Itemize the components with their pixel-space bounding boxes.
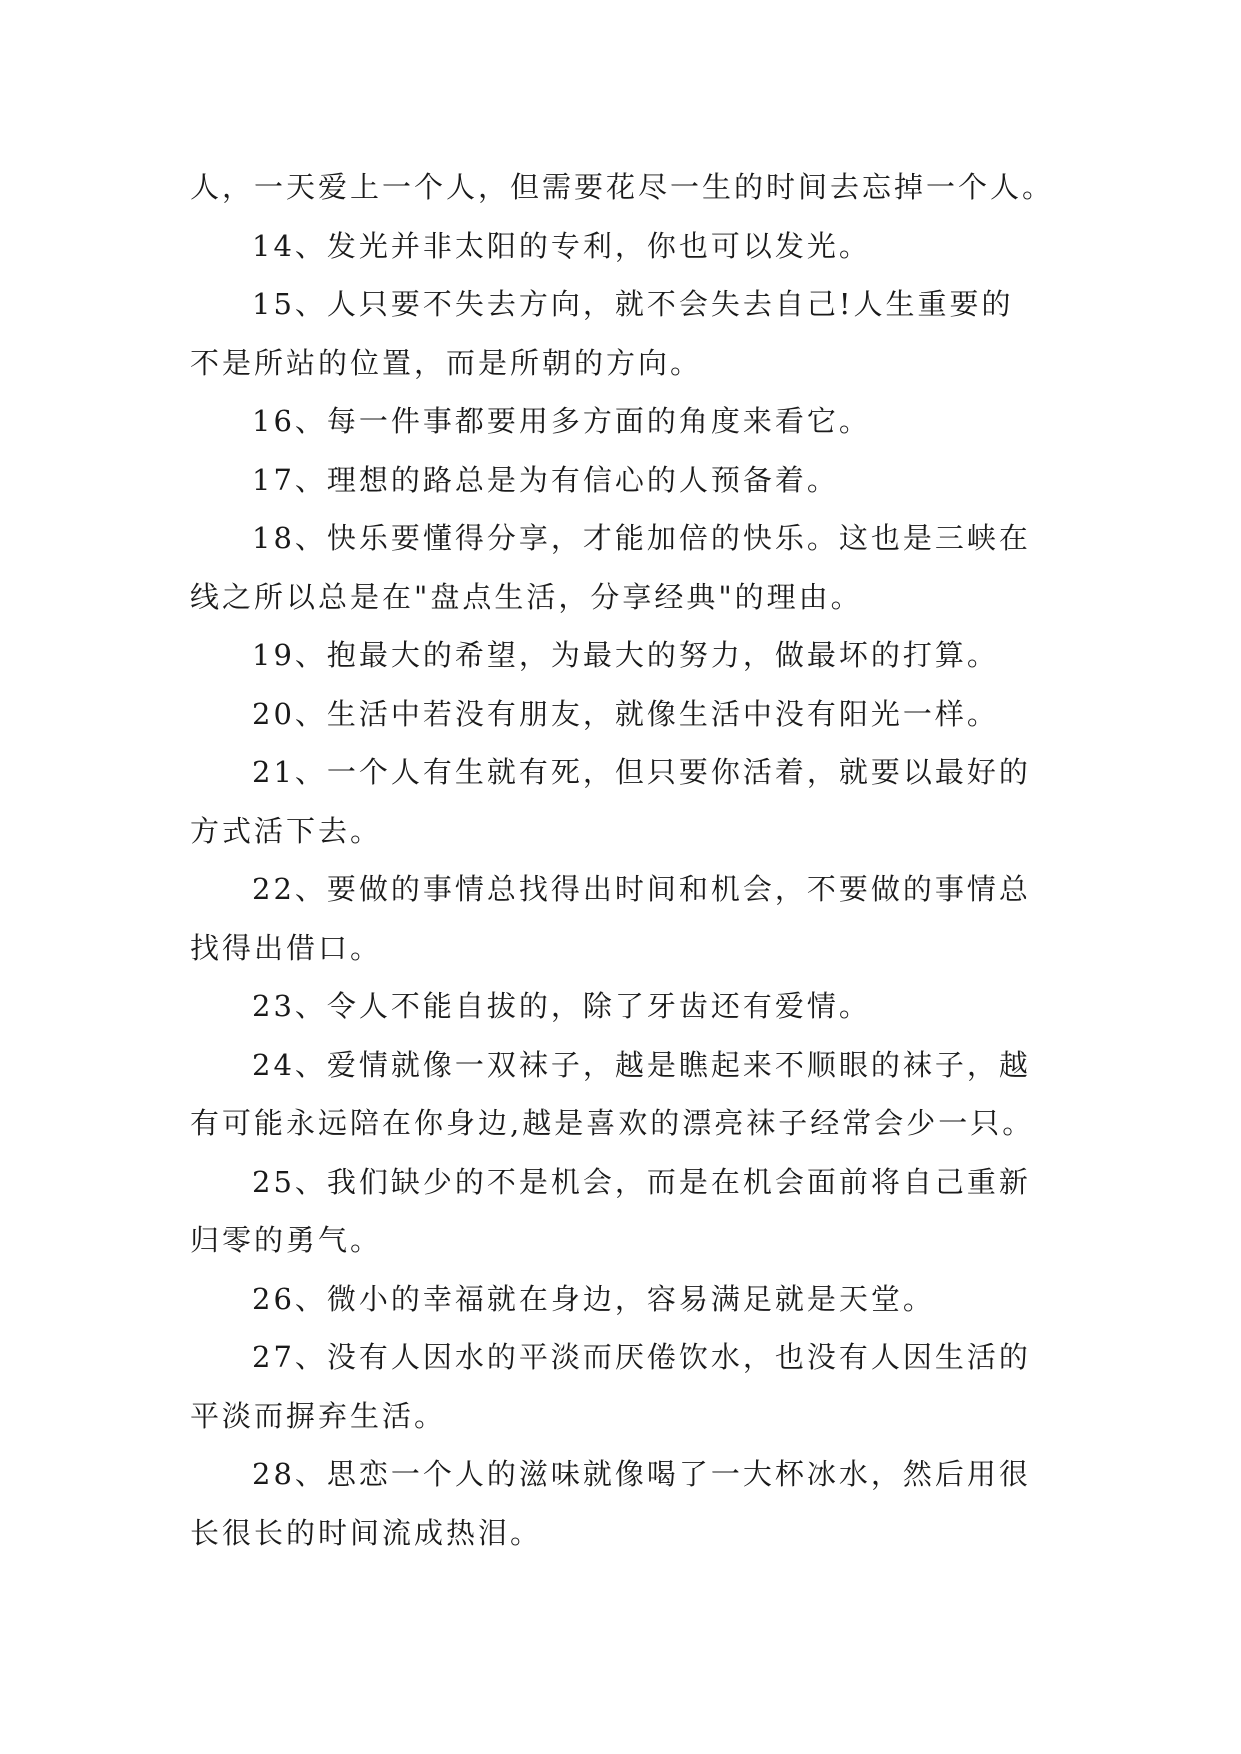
paragraph-line: 18、快乐要懂得分享，才能加倍的快乐。这也是三峡在 [252, 521, 1031, 555]
paragraph-p15 [190, 275, 1060, 392]
paragraph-line: 26、微小的幸福就在身边，容易满足就是天堂。 [252, 1281, 935, 1316]
paragraph-p24 [190, 1036, 1060, 1153]
paragraph-line: 有可能永远陪在你身边,越是喜欢的漂亮袜子经常会少一只。 [190, 1106, 1035, 1140]
paragraph-line: 16、每一件事都要用多方面的角度来看它。 [252, 404, 871, 438]
paragraph-p23 [190, 977, 1060, 1036]
paragraph-line: 长很长的时间流成热泪。 [190, 1515, 543, 1550]
paragraph-line: 15、人只要不失去方向，就不会失去自己!人生重要的 [252, 287, 1014, 321]
paragraph-p19 [190, 626, 1060, 685]
paragraph-line: 23、令人不能自拔的，除了牙齿还有爱情。 [252, 989, 871, 1023]
paragraph-line: 21、一个人有生就有死，但只要你活着，就要以最好的 [252, 755, 1031, 789]
paragraph-p20 [190, 685, 1060, 744]
paragraph-line: 17、理想的路总是为有信心的人预备着。 [252, 462, 839, 497]
paragraph-line: 28、思恋一个人的滋味就像喝了一大杯冰水，然后用很 [252, 1457, 1031, 1491]
paragraph-line: 方式活下去。 [190, 813, 383, 848]
paragraph-line: 线之所以总是在"盘点生活，分享经典"的理由。 [190, 579, 863, 614]
paragraph-p22 [190, 860, 1060, 977]
paragraph-line: 19、抱最大的希望，为最大的努力，做最坏的打算。 [252, 638, 999, 672]
paragraph-p13 [190, 158, 1060, 217]
paragraph-line: 平淡而摒弃生活。 [190, 1398, 447, 1433]
paragraph-line: 27、没有人因水的平淡而厌倦饮水，也没有人因生活的 [252, 1340, 1031, 1374]
paragraph-line: 25、我们缺少的不是机会，而是在机会面前将自己重新 [252, 1164, 1031, 1199]
paragraph-line: 人，一天爱上一个人，但需要花尽一生的时间去忘掉一个人。 [190, 170, 1055, 204]
paragraph-line: 22、要做的事情总找得出时间和机会，不要做的事情总 [252, 872, 1031, 906]
paragraph-p27 [190, 1328, 1060, 1445]
paragraph-p28 [190, 1445, 1060, 1562]
paragraph-line: 24、爱情就像一双袜子，越是瞧起来不顺眼的袜子，越 [252, 1047, 1031, 1082]
paragraph-p16 [190, 392, 1060, 451]
paragraph-p26 [190, 1270, 1060, 1329]
paragraph-p18 [190, 509, 1060, 626]
paragraph-line: 归零的勇气。 [190, 1223, 383, 1257]
paragraph-line: 14、发光并非太阳的专利，你也可以发光。 [252, 228, 871, 263]
paragraph-p21 [190, 743, 1060, 860]
document-body [190, 158, 1060, 1562]
paragraph-p25 [190, 1153, 1060, 1270]
paragraph-p17 [190, 451, 1060, 510]
paragraph-p14 [190, 217, 1060, 276]
paragraph-line: 20、生活中若没有朋友，就像生活中没有阳光一样。 [252, 696, 999, 731]
paragraph-line: 不是所站的位置，而是所朝的方向。 [190, 345, 703, 380]
paragraph-line: 找得出借口。 [190, 930, 383, 965]
